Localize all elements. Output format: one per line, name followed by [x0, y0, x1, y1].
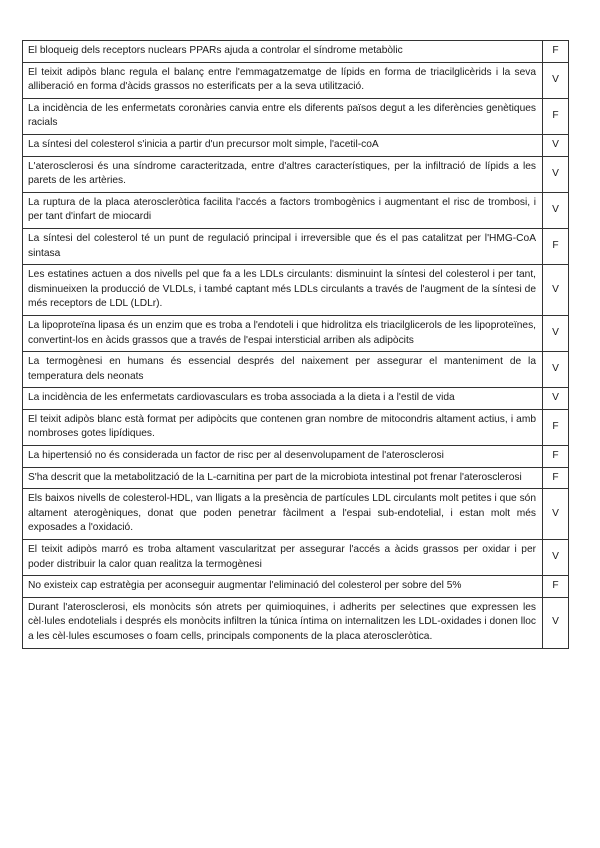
table-row [23, 228, 569, 264]
answer-cell: F [543, 467, 569, 489]
table-row [23, 597, 569, 648]
answer-cell: F [543, 409, 569, 445]
table-row [23, 41, 569, 63]
table-row [23, 134, 569, 156]
answer-cell: F [543, 228, 569, 264]
statement-cell: S'ha descrit que la metabolització de la L-carnitina per part de la microbiota intestinal pot frenar l'aterosclerosi [23, 467, 543, 489]
statement-cell: L'aterosclerosi és una síndrome caracteritzada, entre d'altres característiques, per la infiltració de lípids a les parets de les artèries. [23, 156, 543, 192]
statement-cell: Les estatines actuen a dos nivells pel que fa a les LDLs circulants: disminuint la síntesi del colesterol i per tant, disminueixen la producció de VLDLs, i també captant més LDLs circulants a través de l'augment de la síntesi de més receptors de LDL (LDLr). [23, 265, 543, 316]
answer-cell: F [543, 41, 569, 63]
answer-cell: V [543, 489, 569, 540]
statement-cell: La síntesi del colesterol s'inicia a partir d'un precursor molt simple, l'acetil-coA [23, 134, 543, 156]
answer-cell: V [543, 62, 569, 98]
statement-cell: La incidència de les enfermetats cardiovasculars es troba associada a la dieta i a l'estil de vida [23, 388, 543, 410]
table-row [23, 192, 569, 228]
statement-cell: El teixit adipòs blanc està format per adipòcits que contenen gran nombre de mitocondris altament actius, i amb nombroses gotes lipídiques. [23, 409, 543, 445]
answer-cell: V [543, 597, 569, 648]
statement-cell: La hipertensió no és considerada un factor de risc per al desenvolupament de l'aterosclerosi [23, 446, 543, 468]
answer-cell: V [543, 352, 569, 388]
statement-cell: La ruptura de la placa ateroscleròtica facilita l'accés a factors trombogènics i augmentant el risc de trombosi, i per tant d'infart de miocardi [23, 192, 543, 228]
table-row [23, 315, 569, 351]
table-row [23, 98, 569, 134]
answer-cell: V [543, 540, 569, 576]
table-row [23, 156, 569, 192]
statement-cell: Durant l'aterosclerosi, els monòcits són atrets per quimioquines, i adherits per selectines que expressen les cèl·lules endotelials i després els monòcits infiltren la túnica íntima on internalitzen les LDL-oxidades i donen lloc a les cèl·lules escumoses o foam cells, principals components de la placa ateroscleròtica. [23, 597, 543, 648]
statement-cell: No existeix cap estratègia per aconseguir augmentar l'eliminació del colesterol per sobre del 5% [23, 576, 543, 598]
table-row [23, 467, 569, 489]
answer-cell: V [543, 388, 569, 410]
table-row [23, 62, 569, 98]
table-row [23, 388, 569, 410]
table-row [23, 409, 569, 445]
answer-cell: F [543, 446, 569, 468]
statement-cell: El bloqueig dels receptors nuclears PPARs ajuda a controlar el síndrome metabòlic [23, 41, 543, 63]
table-row [23, 352, 569, 388]
answer-cell: V [543, 315, 569, 351]
statement-cell: El teixit adipòs marró es troba altament vascularitzat per assegurar l'accés a àcids grassos per oxidar i per poder distribuir la calor quan realitza la termogènesi [23, 540, 543, 576]
table-row [23, 265, 569, 316]
statement-cell: La termogènesi en humans és essencial després del naixement per assegurar el manteniment de la temperatura dels neonats [23, 352, 543, 388]
answer-cell: V [543, 156, 569, 192]
table-row [23, 576, 569, 598]
statement-cell: Els baixos nivells de colesterol-HDL, van lligats a la presència de partícules LDL circulants molt petites i que són altament aterogèniques, donat que poden penetrar fàcilment a l'espai sub-endotelial, i estan molt més exposades a l'oxidació. [23, 489, 543, 540]
answer-cell: F [543, 98, 569, 134]
statement-cell: La síntesi del colesterol té un punt de regulació principal i irreversible que és el pas catalitzat per l'HMG-CoA sintasa [23, 228, 543, 264]
statement-cell: La lipoproteïna lipasa és un enzim que es troba a l'endoteli i que hidrolitza els triacilglicerols de les lipoproteïnes, convertint-los en àcids grassos que a través de l'espai intersticial arriben als adipòcits [23, 315, 543, 351]
true-false-table [22, 40, 569, 649]
answer-cell: V [543, 192, 569, 228]
statement-cell: El teixit adipòs blanc regula el balanç entre l'emmagatzematge de lípids en forma de triacilglicèrids i la seva alliberació en forma d'àcids grassos no esterificats per a la seva utilització. [23, 62, 543, 98]
table-row [23, 489, 569, 540]
answer-cell: V [543, 265, 569, 316]
answer-cell: V [543, 134, 569, 156]
table-row [23, 540, 569, 576]
table-row [23, 446, 569, 468]
answer-cell: F [543, 576, 569, 598]
statement-cell: La incidència de les enfermetats coronàries canvia entre els diferents països degut a les diferències genètiques racials [23, 98, 543, 134]
